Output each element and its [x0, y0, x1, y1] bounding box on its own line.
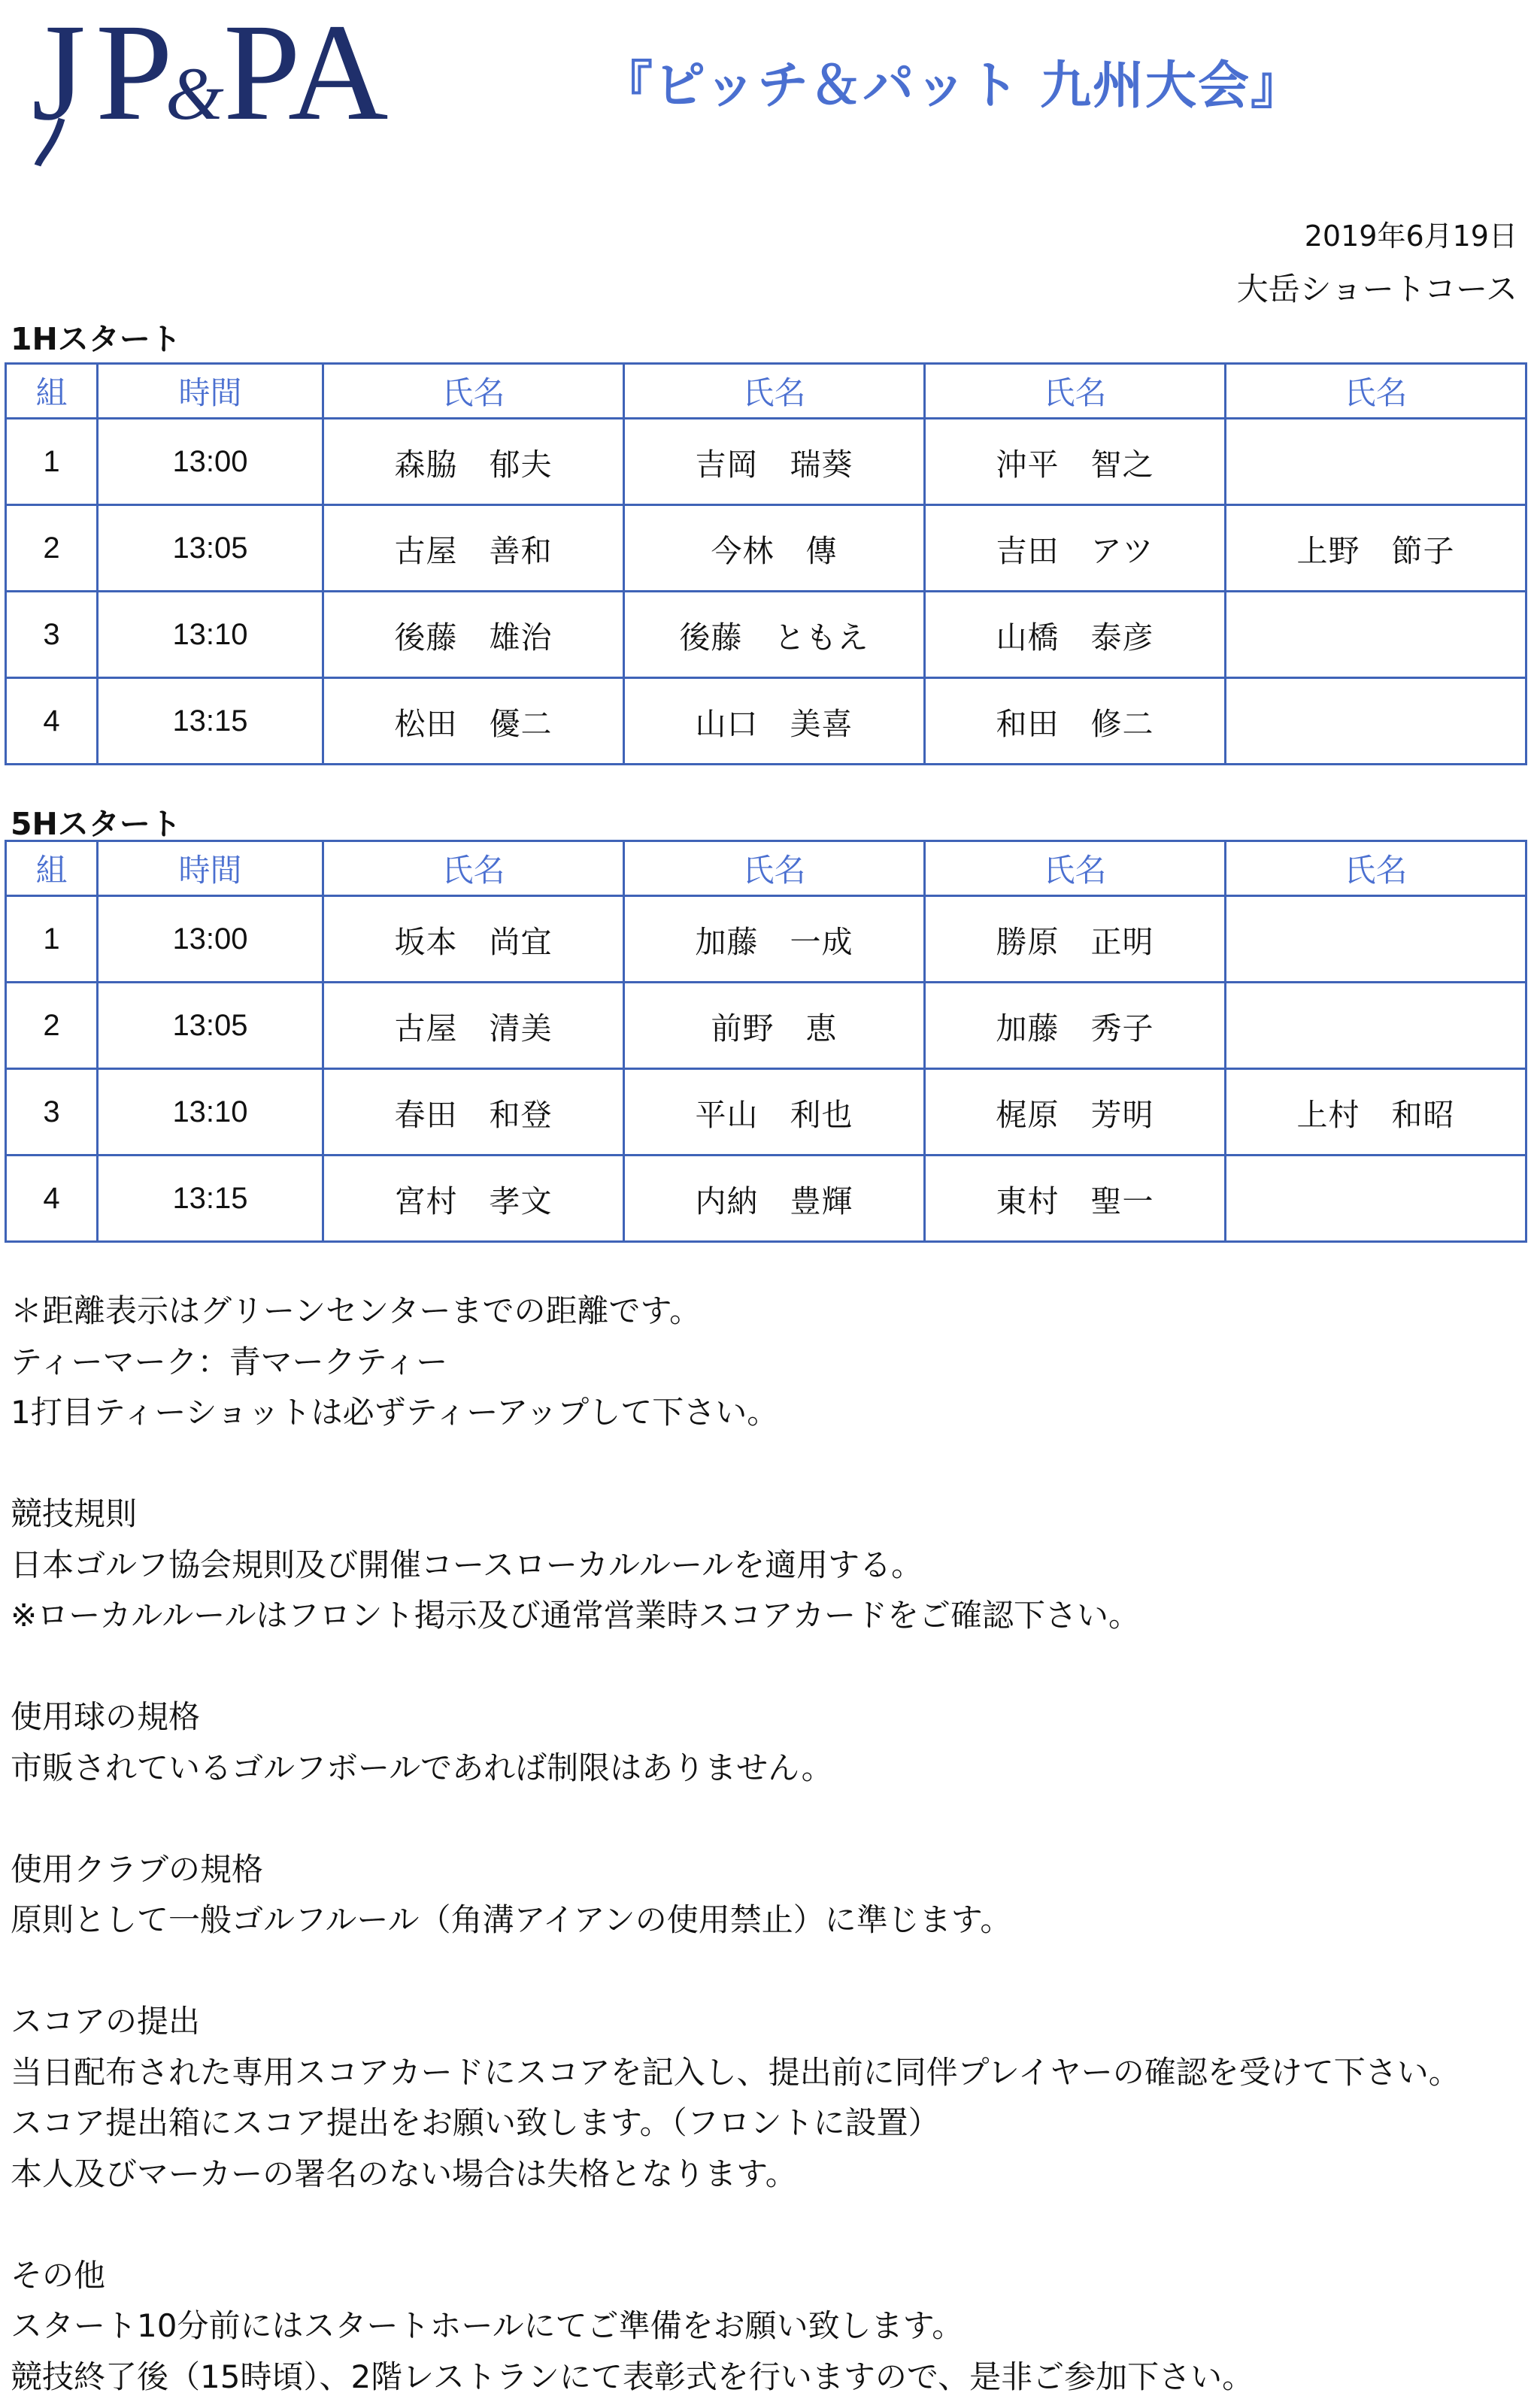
player-name: 加藤 秀子	[925, 983, 1226, 1069]
player-name: 春田 和登	[323, 1069, 624, 1156]
score-text: 本人及びマーカーの署名のない場合は失格となります。	[11, 2155, 797, 2192]
tee-time: 13:05	[98, 505, 323, 592]
spacer	[11, 1946, 1514, 1997]
player-name: 梶原 芳明	[925, 1069, 1226, 1156]
logo-letter-p: P	[95, 6, 173, 150]
header-group: 組	[6, 841, 98, 896]
header-name: 氏名	[925, 841, 1226, 896]
player-name: 今林 傳	[624, 505, 925, 592]
player-name	[1226, 592, 1526, 678]
table-row	[6, 896, 1526, 983]
ball-text: 市販されているゴルフボールであれば制限はありません。	[11, 1749, 833, 1786]
section-heading-5h: 5Hスタート	[11, 806, 181, 842]
player-name: 後藤 ともえ	[624, 592, 925, 678]
player-name: 吉岡 瑞葵	[624, 419, 925, 505]
note-tee-up: 1打目ティーショットは必ずティーアップして下さい。	[11, 1394, 779, 1431]
header-name: 氏名	[1226, 841, 1526, 896]
tee-time: 13:15	[98, 678, 323, 765]
player-name: 森脇 郁夫	[323, 419, 624, 505]
tee-time: 13:05	[98, 983, 323, 1069]
tee-time: 13:15	[98, 1156, 323, 1242]
table-row	[6, 678, 1526, 765]
header-name: 氏名	[323, 364, 624, 419]
group-number: 4	[6, 678, 98, 765]
player-name: 和田 修二	[925, 678, 1226, 765]
player-name: 松田 優二	[323, 678, 624, 765]
section-heading-1h: 1Hスタート	[11, 321, 181, 357]
group-number: 2	[6, 983, 98, 1069]
player-name: 後藤 雄治	[323, 592, 624, 678]
rules-notes	[11, 1286, 1514, 2402]
table-header-row	[6, 364, 1526, 419]
logo-letter-j: J	[32, 6, 86, 150]
other-text: 競技終了後（15時頃）、2階レストランにて表彰式を行いますので、是非ご参加下さい。	[11, 2358, 1254, 2395]
score-text: スコア提出箱にスコア提出をお願い致します。（フロントに設置）	[11, 2104, 940, 2141]
player-name	[1226, 419, 1526, 505]
start-table-5h	[5, 840, 1527, 1243]
rules-heading: 競技規則	[11, 1495, 138, 1532]
player-name: 山橋 泰彦	[925, 592, 1226, 678]
other-heading: その他	[11, 2256, 106, 2294]
page-title: 『ピッチ＆パット 九州大会』	[602, 56, 1303, 116]
player-name: 山口 美喜	[624, 678, 925, 765]
group-number: 3	[6, 592, 98, 678]
group-number: 1	[6, 419, 98, 505]
ball-heading: 使用球の規格	[11, 1698, 201, 1735]
group-number: 3	[6, 1069, 98, 1156]
table-row	[6, 505, 1526, 592]
note-distance: ＊距離表示はグリーンセンターまでの距離です。	[11, 1292, 702, 1329]
player-name: 平山 利也	[624, 1069, 925, 1156]
header-name: 氏名	[925, 364, 1226, 419]
player-name: 宮村 孝文	[323, 1156, 624, 1242]
event-date: 2019年6月19日	[1304, 220, 1517, 253]
logo-letters-pa: PA	[223, 6, 389, 150]
player-name	[1226, 1156, 1526, 1242]
logo-ampersand: &	[165, 52, 224, 135]
table-row	[6, 419, 1526, 505]
tee-time: 13:00	[98, 419, 323, 505]
player-name: 勝原 正明	[925, 896, 1226, 983]
tee-time: 13:00	[98, 896, 323, 983]
player-name: 坂本 尚宜	[323, 896, 624, 983]
player-name: 上野 節子	[1226, 505, 1526, 592]
player-name: 内納 豊輝	[624, 1156, 925, 1242]
spacer	[11, 1438, 1514, 1489]
header-name: 氏名	[1226, 364, 1526, 419]
jppa-logo-graphic	[32, 6, 423, 168]
group-number: 1	[6, 896, 98, 983]
spacer	[11, 2199, 1514, 2250]
header-name: 氏名	[624, 841, 925, 896]
table-row	[6, 1069, 1526, 1156]
player-name: 吉田 アツ	[925, 505, 1226, 592]
note-tee-mark: ティーマーク：青マークティー	[11, 1343, 448, 1380]
table-header-row	[6, 841, 1526, 896]
header-time: 時間	[98, 364, 323, 419]
rules-text: ※ローカルルールはフロント掲示及び通常営業時スコアカードをご確認下さい。	[11, 1597, 1141, 1634]
club-heading: 使用クラブの規格	[11, 1850, 264, 1888]
player-name: 東村 聖一	[925, 1156, 1226, 1242]
group-number: 2	[6, 505, 98, 592]
jppa-logo	[32, 6, 423, 168]
player-name: 上村 和昭	[1226, 1069, 1526, 1156]
spacer	[11, 1641, 1514, 1692]
player-name: 前野 恵	[624, 983, 925, 1069]
player-name	[1226, 678, 1526, 765]
group-number: 4	[6, 1156, 98, 1242]
player-name: 古屋 清美	[323, 983, 624, 1069]
event-venue: 大岳ショートコース	[1236, 271, 1517, 307]
header-time: 時間	[98, 841, 323, 896]
player-name	[1226, 896, 1526, 983]
player-name: 古屋 善和	[323, 505, 624, 592]
spacer	[11, 1793, 1514, 1844]
other-text: スタート10分前にはスタートホールにてご準備をお願い致します。	[11, 2307, 964, 2344]
player-name: 加藤 一成	[624, 896, 925, 983]
header-name: 氏名	[323, 841, 624, 896]
start-table-1h	[5, 362, 1527, 765]
tee-time: 13:10	[98, 1069, 323, 1156]
player-name: 沖平 智之	[925, 419, 1226, 505]
club-text: 原則として一般ゴルフルール（角溝アイアンの使用禁止）に準じます。	[11, 1901, 1012, 1938]
tee-time: 13:10	[98, 592, 323, 678]
table-row	[6, 1156, 1526, 1242]
player-name	[1226, 983, 1526, 1069]
table-row	[6, 592, 1526, 678]
score-heading: スコアの提出	[11, 2003, 201, 2040]
rules-text: 日本ゴルフ協会規則及び開催コースローカルルールを適用する。	[11, 1546, 923, 1583]
header-group: 組	[6, 364, 98, 419]
table-row	[6, 983, 1526, 1069]
score-text: 当日配布された専用スコアカードにスコアを記入し、提出前に同伴プレイヤーの確認を受けて下さい。	[11, 2053, 1460, 2091]
header-name: 氏名	[624, 364, 925, 419]
